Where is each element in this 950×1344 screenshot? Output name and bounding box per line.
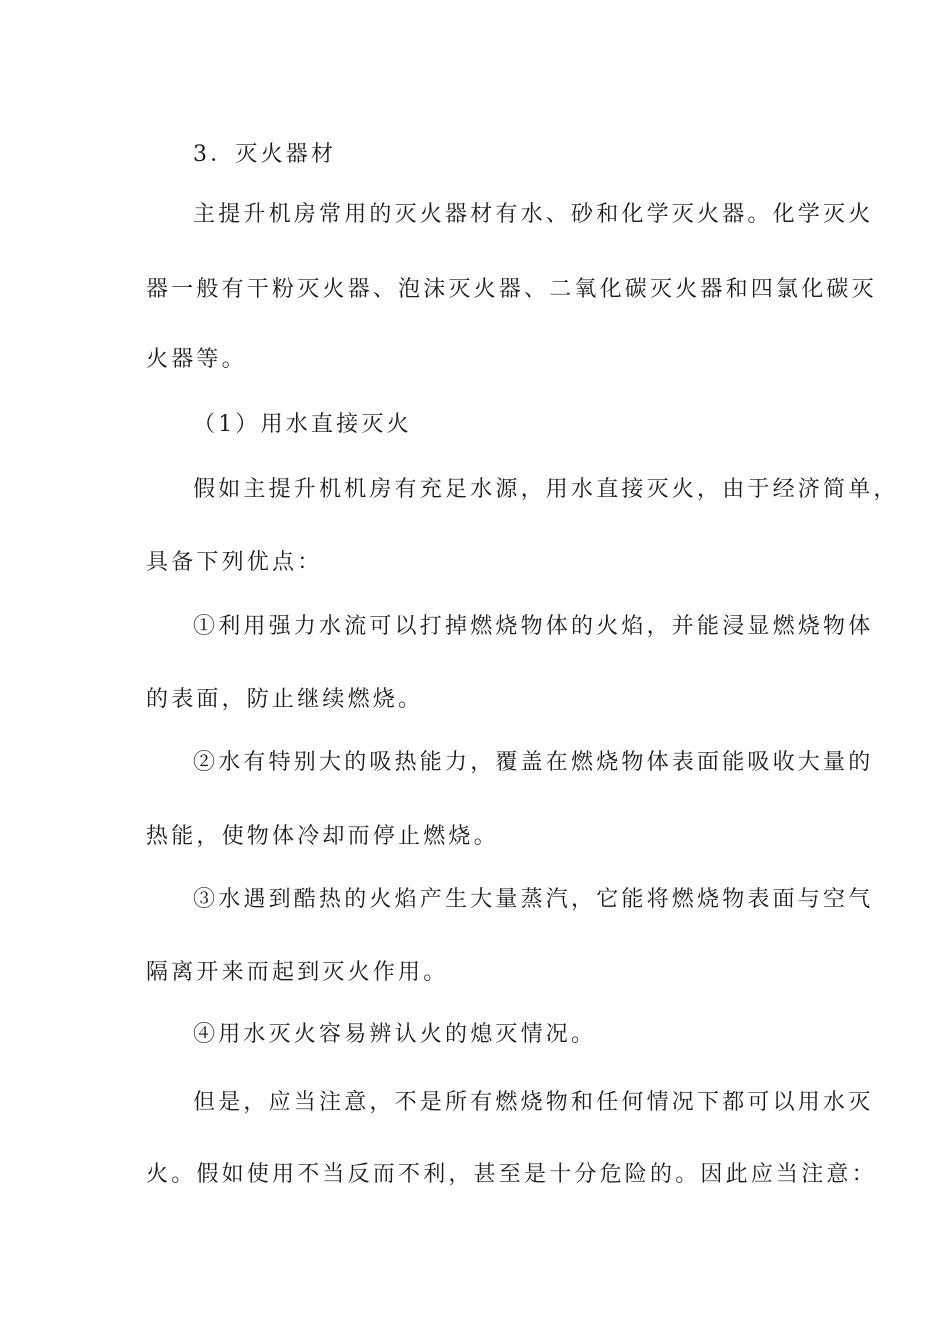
paragraph-line: 但是，应当注意，不是所有燃烧物和任何情况下都可以用水灭 [193,1090,874,1115]
paragraph-line: 假如主提升机机房有充足水源，用水直接灭火，由于经济简单， [193,477,899,502]
paragraph-line: 器一般有干粉灭火器、泡沫灭火器、二氧化碳灭火器和四氯化碳灭 [146,277,877,302]
paragraph-line: 火器等。 [146,347,247,372]
list-item-line: 隔离开来而起到灭火作用。 [146,960,449,985]
list-item-line: ①利用强力水流可以打掉燃烧物体的火焰，并能浸显燃烧物体 [193,614,874,639]
paragraph-line: 火。假如使用不当反而不利，甚至是十分危险的。因此应当注意： [146,1162,877,1187]
list-item-line: ②水有特别大的吸热能力，覆盖在燃烧物体表面能吸收大量的 [193,750,874,775]
paragraph-line: 主提升机房常用的灭火器材有水、砂和化学灭火器。化学灭火 [193,202,874,227]
section-heading: 3．灭火器材 [193,142,337,167]
list-item-line: 的表面，防止继续燃烧。 [146,687,424,712]
subheading: （1）用水直接灭火 [193,412,412,437]
list-item-line: 热能，使物体冷却而停止燃烧。 [146,824,499,849]
list-item-line: ③水遇到酷热的火焰产生大量蒸汽，它能将燃烧物表面与空气 [193,887,874,912]
list-item-line: ④用水灭火容易辨认火的熄灭情况。 [193,1022,597,1047]
paragraph-line: 具备下列优点： [146,550,323,575]
